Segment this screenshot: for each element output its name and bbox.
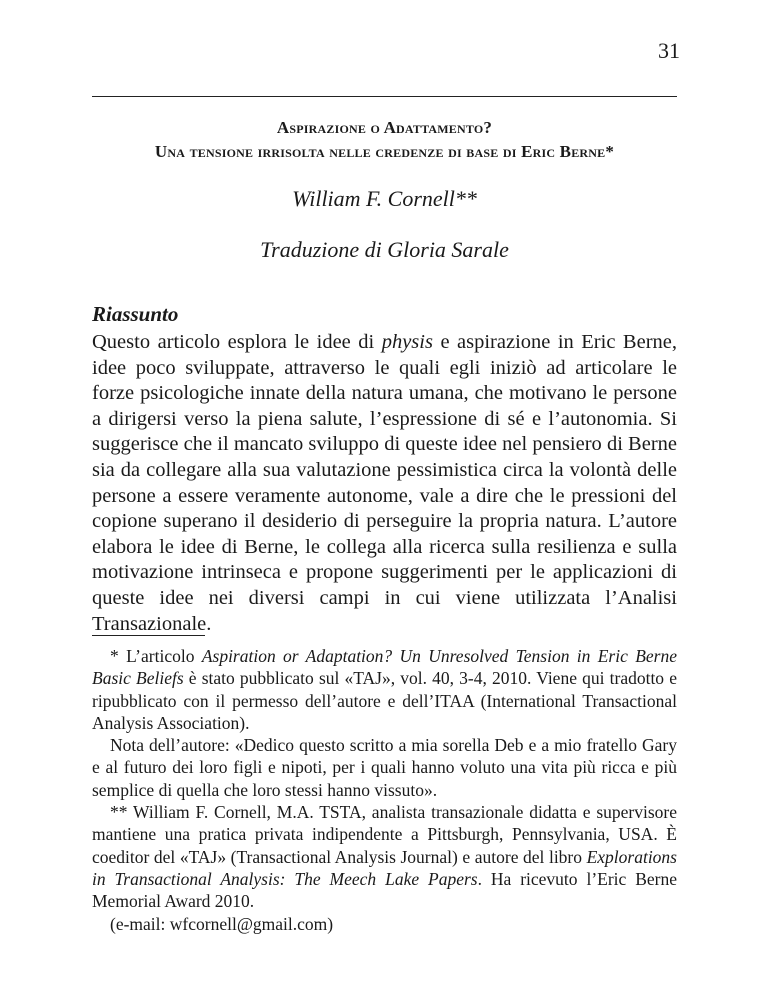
- footnote-2-book-title: Explorations in Transactional Analysis: The Meech Lake Papers: [92, 846, 677, 889]
- abstract-term-physis: physis: [381, 331, 433, 353]
- title-line-1: Aspirazione o Adattamento?: [276, 118, 493, 137]
- footnote-1: [92, 645, 677, 734]
- abstract-text-rest: e aspirazione in Eric Berne, idee poco sviluppate, attraverso le quali egli iniziò ad articolare le forze psicologiche innate della natura umana, che motivano le persone a dirigersi verso la piena salute, l’espressione di sé e l’autonomia. Si suggerisce che il mancato sviluppo di queste idee nel pensiero di Berne sia da collegare alla sua valutazione pessimistica circa la volontà delle persone a essere veramente autonome, vale a dire che le pressioni del copione superano il desiderio di perseguire la propria natura. L’autore elabora le idee di Berne, le collega alla ricerca sulla resilienza e sulla motivazione intrinseca e propone suggerimenti per le applicazioni di queste idee nei diversi campi in cui viene utilizzata l’Analisi Transazionale.: [92, 331, 677, 635]
- footnote-2-start: ** William F. Cornell, M.A. TSTA, analista transazionale didatta e supervisore mantiene una pratica privata indipendente a Pittsburgh, Pennsylvania, USA. È coeditor del «TAJ» (Transactional Analysis Journal) e autore del libro: [92, 802, 677, 867]
- author-email[interactable]: (e-mail: wfcornell@gmail.com): [110, 913, 334, 934]
- footnote-1-rest: è stato pubblicato sul «TAJ», vol. 40, 3-4, 2010. Viene qui tradotto e ripubblicato con il permesso dell’autore e dell’ITAA (International Transactional Analysis Association).: [92, 668, 677, 733]
- footnote-1-original-title: Aspiration or Adaptation? Un Unresolved Tension in Eric Berne Basic Beliefs: [92, 646, 678, 689]
- footnote-2-rest: . Ha ricevuto l’Eric Berne Memorial Award 2010.: [92, 868, 677, 912]
- header-rule: [92, 96, 677, 97]
- author-name: William F. Cornell**: [292, 186, 477, 211]
- translator-credit: Traduzione di Gloria Sarale: [260, 237, 509, 262]
- abstract-body: [92, 330, 677, 637]
- footnote-2: [92, 801, 677, 912]
- footnote-rule: [92, 635, 205, 636]
- abstract-heading: Riassunto: [92, 302, 179, 326]
- footnotes: [92, 645, 677, 935]
- page-number: 31: [658, 38, 680, 63]
- author-note: Nota dell’autore: «Dedico questo scritto a mia sorella Deb e a mio fratello Gary e al futuro dei loro figli e nipoti, per i quali hanno voluto una vita più ricca e più semplice di quella che loro stessi hanno vissuto».: [92, 735, 677, 800]
- footnote-1-start: * L’articolo: [110, 646, 202, 666]
- title-line-2: Una tensione irrisolta nelle credenze di base di Eric Berne*: [154, 142, 615, 161]
- article-title: [92, 116, 677, 164]
- abstract-text-start: Questo articolo esplora le idee di: [92, 331, 382, 353]
